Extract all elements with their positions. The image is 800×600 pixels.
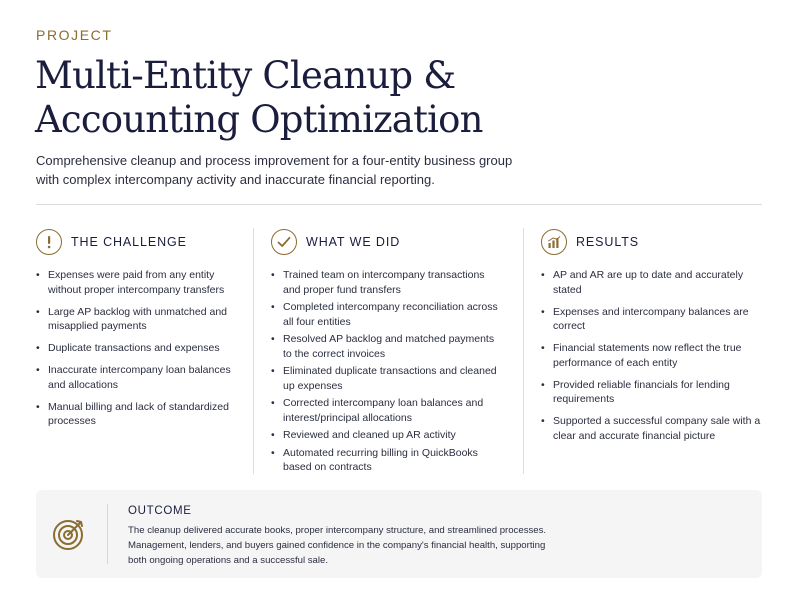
column-divider [253, 228, 254, 474]
list-item: • Completed intercompany reconciliation across all four entities [271, 300, 503, 329]
outcome-title: OUTCOME [128, 505, 192, 517]
list-item: • Supported a successful company sale with a clear and accurate financial picture [541, 414, 763, 443]
column-divider [523, 228, 524, 474]
list-item: • Inaccurate intercompany loan balances and allocations [36, 363, 238, 392]
list-item: • Eliminated duplicate transactions and cleaned up expenses [271, 364, 503, 393]
results-section [541, 228, 763, 451]
results-header [541, 228, 763, 256]
header-divider [36, 204, 762, 205]
page-title [35, 54, 483, 142]
results-title: RESULTS [576, 235, 640, 249]
outcome-divider [107, 504, 108, 564]
challenge-section [36, 228, 248, 436]
bar-chart-icon [541, 229, 567, 255]
list-item: • Reviewed and cleaned up AR activity [271, 428, 503, 443]
outcome-panel [36, 490, 762, 578]
outcome-text: The cleanup delivered accurate books, proper intercompany structure, and streamlined processes. Management, lenders, and buyers gained confidence in the company's financial health, supporting both ongoing operations and a successful sale. [128, 525, 547, 566]
list-item: • Expenses were paid from any entity without proper intercompany transfers [36, 268, 238, 297]
list-item: • Duplicate transactions and expenses [36, 341, 238, 356]
what-we-did-title: WHAT WE DID [306, 235, 401, 249]
list-item: • Corrected intercompany loan balances and interest/principal allocations [271, 396, 503, 425]
list-item: • Trained team on intercompany transactions and proper fund transfers [271, 268, 503, 297]
list-item: • Provided reliable financials for lending requirements [541, 378, 763, 407]
checkmark-icon [271, 229, 297, 255]
exclamation-icon [36, 229, 62, 255]
project-eyebrow: PROJECT [36, 27, 113, 43]
target-icon [52, 517, 86, 551]
list-item: • Resolved AP backlog and matched payments to the correct invoices [271, 332, 503, 361]
list-item: • Financial statements now reflect the true performance of each entity [541, 341, 763, 370]
title-line-1: Multi-Entity Cleanup & [35, 54, 456, 97]
challenge-header [36, 228, 248, 256]
what-we-did-list [271, 268, 501, 475]
what-we-did-header [271, 228, 501, 256]
list-item: • Automated recurring billing in QuickBooks based on contracts [271, 446, 503, 475]
page-subtitle: Comprehensive cleanup and process improvement for a four-entity business group with complex intercompany activity and inaccurate financial reporting. [36, 153, 513, 187]
results-list [541, 268, 763, 443]
list-item: • Large AP backlog with unmatched and misapplied payments [36, 305, 238, 334]
what-we-did-section [271, 228, 501, 478]
list-item: • AP and AR are up to date and accurately stated [541, 268, 763, 297]
title-line-2: Accounting Optimization [35, 98, 483, 141]
challenge-title: THE CHALLENGE [71, 235, 187, 249]
challenge-list [36, 268, 248, 429]
list-item: • Expenses and intercompany balances are correct [541, 305, 763, 334]
list-item: • Manual billing and lack of standardized processes [36, 400, 238, 429]
